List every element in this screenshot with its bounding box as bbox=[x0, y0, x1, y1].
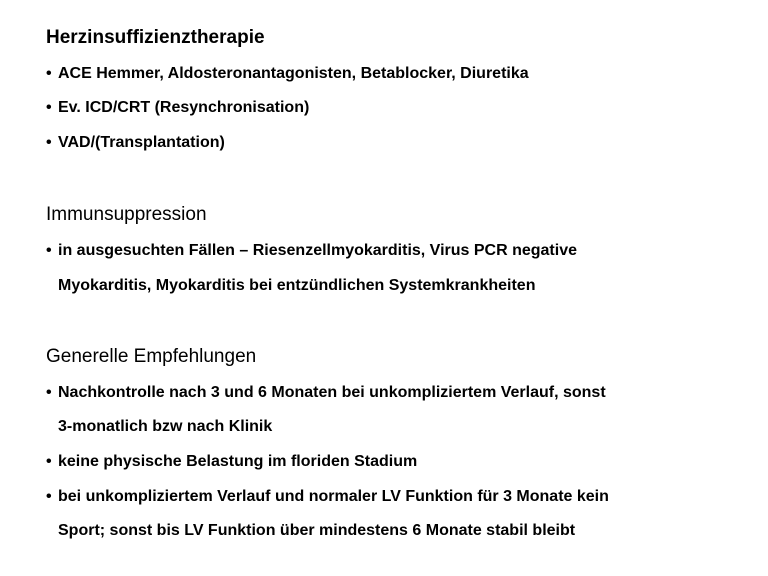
bullet-text: keine physische Belastung im floriden Stadium bbox=[58, 453, 418, 470]
bullet-text: VAD/(Transplantation) bbox=[58, 134, 225, 151]
bullet-continuation: 3-monatlich bzw nach Klinik bbox=[58, 418, 273, 435]
bullet-text: bei unkompliziertem Verlauf und normaler LV Funktion für 3 Monate kein bbox=[58, 488, 609, 505]
bullet-item bbox=[46, 453, 417, 471]
bullet-continuation: Myokarditis, Myokarditis bei entzündlichen Systemkrankheiten bbox=[58, 277, 536, 294]
bullet-item bbox=[46, 242, 577, 260]
bullet-item bbox=[46, 488, 609, 506]
section-heading-immunsuppression: Immunsuppression bbox=[46, 204, 207, 225]
bullet-dot: • bbox=[46, 242, 52, 259]
bullet-dot: • bbox=[46, 384, 52, 401]
bullet-text: in ausgesuchten Fällen – Riesenzellmyokarditis, Virus PCR negative bbox=[58, 242, 577, 259]
bullet-item bbox=[46, 65, 529, 83]
bullet-dot: • bbox=[46, 99, 52, 116]
bullet-dot: • bbox=[46, 488, 52, 505]
bullet-text: ACE Hemmer, Aldosteronantagonisten, Betablocker, Diuretika bbox=[58, 65, 529, 82]
bullet-item bbox=[46, 384, 606, 402]
section-heading-generelle-empfehlungen: Generelle Empfehlungen bbox=[46, 346, 257, 367]
bullet-text: Ev. ICD/CRT (Resynchronisation) bbox=[58, 99, 310, 116]
bullet-item bbox=[46, 99, 309, 117]
section-heading-herzinsuffizienztherapie: Herzinsuffizienztherapie bbox=[46, 27, 265, 48]
bullet-text: Nachkontrolle nach 3 und 6 Monaten bei unkompliziertem Verlauf, sonst bbox=[58, 384, 606, 401]
bullet-dot: • bbox=[46, 453, 52, 470]
bullet-dot: • bbox=[46, 65, 52, 82]
bullet-dot: • bbox=[46, 134, 52, 151]
bullet-item bbox=[46, 134, 225, 152]
bullet-continuation: Sport; sonst bis LV Funktion über mindestens 6 Monate stabil bleibt bbox=[58, 522, 576, 539]
